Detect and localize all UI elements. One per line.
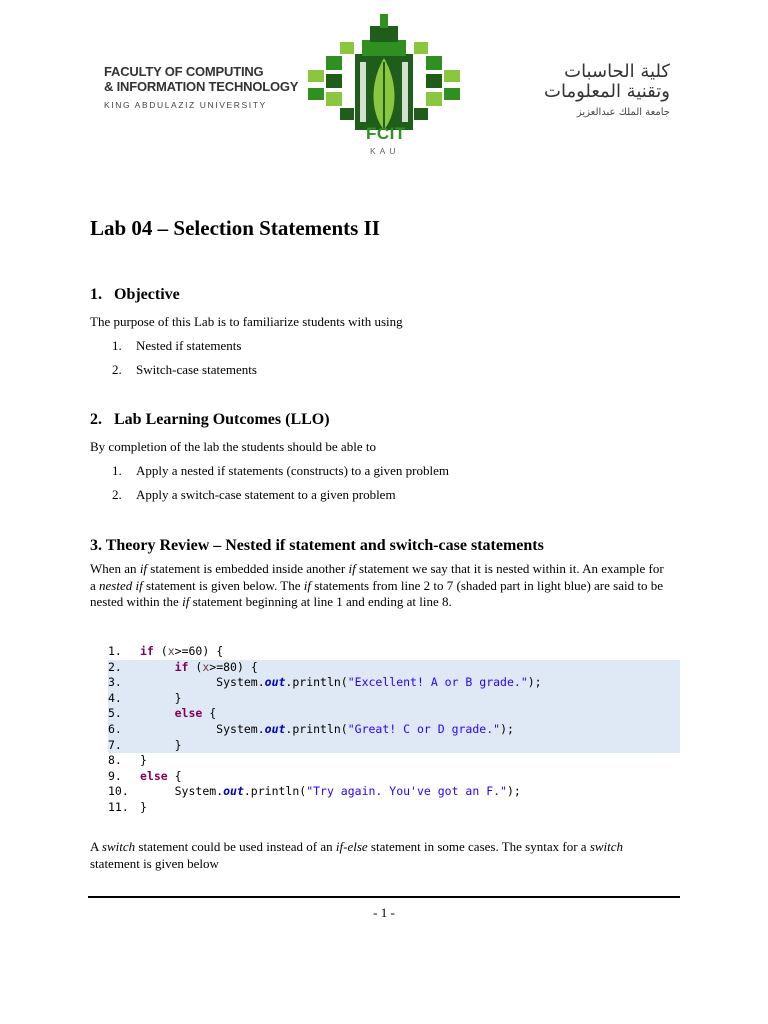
switch-paragraph: A switch statement could be used instead of an if-else statement in some cases. The syntax for a switch statement is given below [90, 839, 624, 871]
section-title: Lab Learning Outcomes (LLO) [114, 411, 330, 428]
logo-subtext: KAU [370, 146, 400, 156]
list-item [112, 334, 257, 358]
section-heading-theory: 3. Theory Review – Nested if statement and switch-case statements [90, 537, 544, 554]
code-line-highlighted: 2. if (x>=80) { [108, 660, 680, 676]
list-item [112, 358, 257, 382]
arabic-line3: جامعة الملك عبدالعزيز [576, 107, 670, 118]
section-heading-objective [90, 286, 180, 304]
llo-list [112, 459, 449, 507]
section-title: Objective [114, 286, 180, 303]
code-line: 8. } [108, 753, 147, 768]
code-line-highlighted: 7. } [108, 738, 680, 754]
list-text: Apply a switch-case statement to a given problem [136, 487, 396, 502]
list-text: Apply a nested if statements (constructs) to a given problem [136, 463, 450, 478]
university-name: KING ABDULAZIZ UNIVERSITY [104, 100, 267, 110]
list-text: Switch-case statements [136, 362, 257, 377]
objective-intro: The purpose of this Lab is to familiarize students with using [90, 314, 403, 329]
code-listing [108, 644, 680, 816]
page-number: - 1 - [373, 905, 395, 920]
llo-intro: By completion of the lab the students should be able to [90, 439, 376, 454]
list-text: Nested if statements [136, 338, 242, 353]
arabic-line2: وتقنية المعلومات [544, 81, 670, 102]
list-item [112, 483, 449, 507]
faculty-name-arabic [470, 62, 670, 120]
section-number: 1. [90, 286, 102, 303]
document-header [0, 0, 768, 165]
list-number: 2. [112, 487, 122, 502]
code-line-highlighted: 5. else { [108, 706, 680, 722]
document-title: Lab 04 – Selection Statements II [90, 216, 380, 240]
code-line: 9. else { [108, 768, 182, 783]
section-number: 2. [90, 411, 102, 428]
objective-list [112, 334, 257, 382]
code-line: 11. } [108, 799, 147, 814]
code-line-highlighted: 6. System.out.println("Great! C or D grade."); [108, 722, 680, 738]
list-item [112, 459, 449, 483]
footer-divider [88, 896, 680, 898]
list-number: 1. [112, 463, 122, 478]
faculty-name-line2: & INFORMATION TECHNOLOGY [104, 79, 299, 94]
section-heading-llo [90, 411, 330, 429]
theory-paragraph: When an if statement is embedded inside another if statement we say that it is nested within it. An example for a nested if statement is given below. The if statements from line 2 to 7 (shaded part in light blue) are said to be nested within the if statement beginning at line 1 and ending at line 8. [90, 561, 664, 609]
code-line-highlighted: 4. } [108, 691, 680, 707]
code-line: 10. System.out.println("Try again. You've got an F."); [108, 784, 521, 799]
list-number: 2. [112, 362, 122, 377]
code-line-highlighted: 3. System.out.println("Excellent! A or B grade."); [108, 675, 680, 691]
faculty-name-english [104, 64, 298, 110]
faculty-name-line1: FACULTY OF COMPUTING [104, 64, 264, 79]
list-number: 1. [112, 338, 122, 353]
code-line: 1. if (x>=60) { [108, 644, 224, 658]
logo-wordmark: FCIT [366, 124, 406, 143]
arabic-line1: كلية الحاسبات [564, 61, 670, 82]
